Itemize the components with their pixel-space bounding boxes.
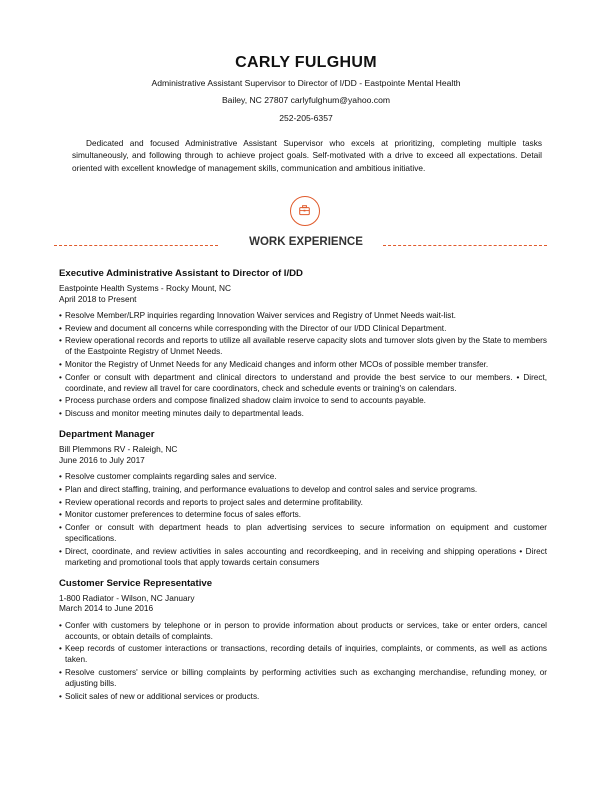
job-company: Eastpointe Health Systems - Rocky Mount, NC [59,283,231,293]
bullet-icon: • [59,372,62,382]
bullet-icon: • [59,484,62,494]
work-experience-list [59,268,547,712]
duty-text: Keep records of customer interactions or transactions, recording details of inquiries, complaints, or comments, as well as actions taken. [65,644,547,665]
job-duties-list [59,471,547,567]
duty-text: Review operational records and reports to project sales and determine profitability. [65,497,363,507]
job-dates: April 2018 to Present [59,293,137,304]
duty-item [59,408,547,419]
duty-item [59,323,547,334]
duty-text: Confer or consult with department and clinical directors to understand and provide the best service to our members. • Direct, coordinate, and review all travel for care coordinators, check and schedule events or training's on calendars. [65,372,547,393]
duty-text: Resolve customer complaints regarding sales and service. [65,472,277,482]
professional-summary: Dedicated and focused Administrative Assistant Supervisor who excels at prioritizing, completing multiple tasks simultaneously, and following through to achieve project goals. Self-motivated with a drive to exceed all expectations. Detail oriented with excellent knowledge of management skills, communication and ambitious initiative. [72,138,542,173]
duty-text: Review and document all concerns while corresponding with the Director of our I/DD Clinical Department. [65,323,447,333]
bullet-icon: • [59,323,62,333]
duty-item [59,546,547,568]
duty-text: Direct, coordinate, and review activities in sales accounting and recordkeeping, and in receiving and shipping operations • Direct marketing and promotional tools that apply towards certain consumers [65,546,547,567]
duty-item [59,471,547,482]
duty-item [59,372,547,394]
duty-text: Process purchase orders and compose finalized shadow claim invoice to send to accounts payable. [65,396,426,406]
bullet-icon: • [59,510,62,520]
job-dates: June 2016 to July 2017 [59,454,145,465]
job-title: Department Manager [59,429,155,441]
duty-item [59,509,547,520]
duty-item [59,667,547,689]
duty-text: Plan and direct staffing, training, and performance evaluations to develop and control sales and service programs. [65,484,478,494]
duty-text: Solicit sales of new or additional services or products. [65,691,260,701]
job-duties-list [59,310,547,419]
bullet-icon: • [59,311,62,320]
duty-item [59,643,547,665]
duty-item [59,691,547,702]
section-divider-right [383,245,547,246]
bullet-icon: • [59,472,62,482]
bullet-icon: • [59,409,62,419]
duty-item [59,395,547,406]
bullet-icon: • [59,336,62,346]
duty-text: Resolve customers' service or billing complaints by performing activities such as exchanging merchandise, refunding money, or adjusting bills. [65,667,547,688]
phone-number: 252-205-6357 [279,113,333,123]
bullet-icon: • [59,691,62,701]
job-title: Customer Service Representative [59,577,213,589]
bullet-icon: • [59,497,62,507]
bullet-icon: • [59,396,62,406]
job-entry [59,429,547,567]
bullet-icon: • [59,522,62,532]
job-entry [59,268,547,419]
bullet-icon: • [59,667,62,677]
duty-item [59,310,547,321]
duty-text: Confer with customers by telephone or in person to provide information about products or services, take or enter orders, cancel accounts, or obtain details of complaints. [65,620,547,641]
duty-item [59,359,547,370]
duty-item [59,497,547,508]
candidate-headline: Administrative Assistant Supervisor to Director of I/DD - Eastpointe Mental Health [151,78,461,88]
duty-item [59,620,547,642]
contact-line: Bailey, NC 27807 carlyfulghum@yahoo.com [221,95,391,105]
section-icon-badge [290,196,320,226]
duty-text: Discuss and monitor meeting minutes daily to departmental leads. [65,409,304,419]
duty-item [59,522,547,544]
job-duties-list [59,620,547,702]
duty-item [59,335,547,357]
work-experience-heading-row [0,236,612,252]
resume-header [0,54,612,123]
duty-text: Monitor the Registry of Unmet Needs for any Medicaid changes and inform other MCOs of possible member transfer. [65,360,489,370]
bullet-icon: • [59,546,62,556]
duty-text: Confer or consult with department heads to plan advertising services to secure information on equipment and customer specifications. [65,522,547,543]
duty-text: Monitor customer preferences to determine focus of sales efforts. [65,510,302,520]
candidate-name: CARLY FULGHUM [235,54,377,71]
job-company: Bill Plemmons RV - Raleigh, NC [59,444,178,455]
job-entry [59,578,547,702]
job-company: 1-800 Radiator - Wilson, NC January [59,592,195,603]
briefcase-icon [299,205,310,216]
bullet-icon: • [59,620,62,630]
job-title: Executive Administrative Assistant to Director of I/DD [59,268,303,279]
bullet-icon: • [59,644,62,654]
duty-item [59,484,547,495]
bullet-icon: • [59,360,62,370]
section-title: WORK EXPERIENCE [249,236,363,248]
job-dates: March 2014 to June 2016 [59,603,154,614]
duty-text: Review operational records and reports to utilize all available reserve capacity slots and turnover slots given by the State to members of the Eastpointe Registry of Unmet Needs. [65,336,547,357]
duty-text: Resolve Member/LRP inquiries regarding Innovation Waiver services and Registry of Unmet Needs wait-list. [65,311,456,320]
